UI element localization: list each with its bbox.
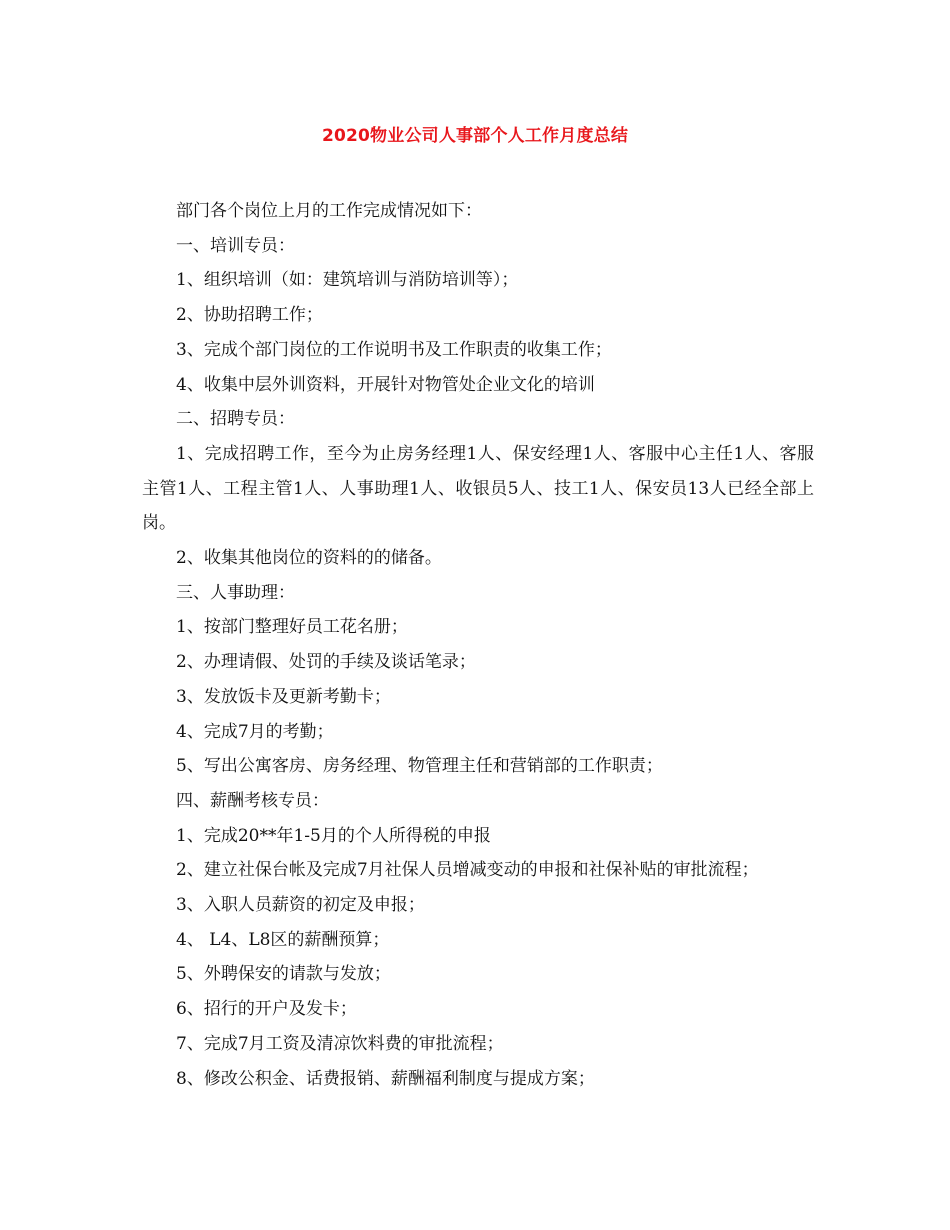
list-item: 1、完成招聘工作，至今为止房务经理1人、保安经理1人、客服中心主任1人、客服主管1人、工程主管1人、人事助理1人、收银员5人、技工1人、保安员13人已经全部上岗。: [142, 443, 814, 534]
list-item: 4、 L4、L8区的薪酬预算；: [176, 929, 390, 950]
paragraph-intro: 部门各个岗位上月的工作完成情况如下：: [176, 201, 482, 221]
list-item: 4、完成7月的考勤；: [176, 721, 334, 742]
document-body: [142, 194, 814, 1096]
list-item: 6、招行的开户及发卡；: [176, 999, 357, 1020]
list-item: 1、按部门整理好员工花名册；: [176, 617, 408, 638]
list-item: 3、入职人员薪资的初定及申报；: [176, 895, 425, 916]
list-item: 3、发放饭卡及更新考勤卡；: [176, 686, 391, 707]
list-item: 2、协助招聘工作；: [176, 305, 323, 326]
section-heading-training: 一、培训专员：: [176, 235, 295, 256]
section-heading-recruiting: 二、招聘专员：: [176, 409, 295, 430]
list-item: 1、完成20**年1-5月的个人所得税的申报: [176, 825, 491, 846]
list-item: 1、组织培训（如：建筑培训与消防培训等）；: [176, 270, 519, 291]
document-title: 2020物业公司人事部个人工作月度总结: [321, 126, 629, 146]
section-heading-hr-assistant: 三、人事助理：: [176, 582, 295, 603]
list-item: 2、建立社保台帐及完成7月社保人员增减变动的申报和社保补贴的审批流程；: [176, 860, 759, 881]
list-item: 7、完成7月工资及清凉饮料费的审批流程；: [176, 1033, 504, 1054]
list-item: 2、办理请假、处罚的手续及谈话笔录；: [176, 652, 476, 673]
list-item: 5、外聘保安的请款与发放；: [176, 964, 391, 985]
list-item: 4、收集中层外训资料，开展针对物管处企业文化的培训: [176, 374, 595, 395]
list-item: 2、收集其他岗位的资料的的储备。: [176, 548, 442, 569]
section-heading-compensation: 四、薪酬考核专员：: [176, 790, 329, 811]
list-item: 8、修改公积金、话费报销、薪酬福利制度与提成方案；: [176, 1068, 595, 1089]
list-item: 5、写出公寓客房、房务经理、物管理主任和营销部的工作职责；: [176, 756, 663, 777]
list-item: 3、完成个部门岗位的工作说明书及工作职责的收集工作；: [176, 339, 612, 360]
